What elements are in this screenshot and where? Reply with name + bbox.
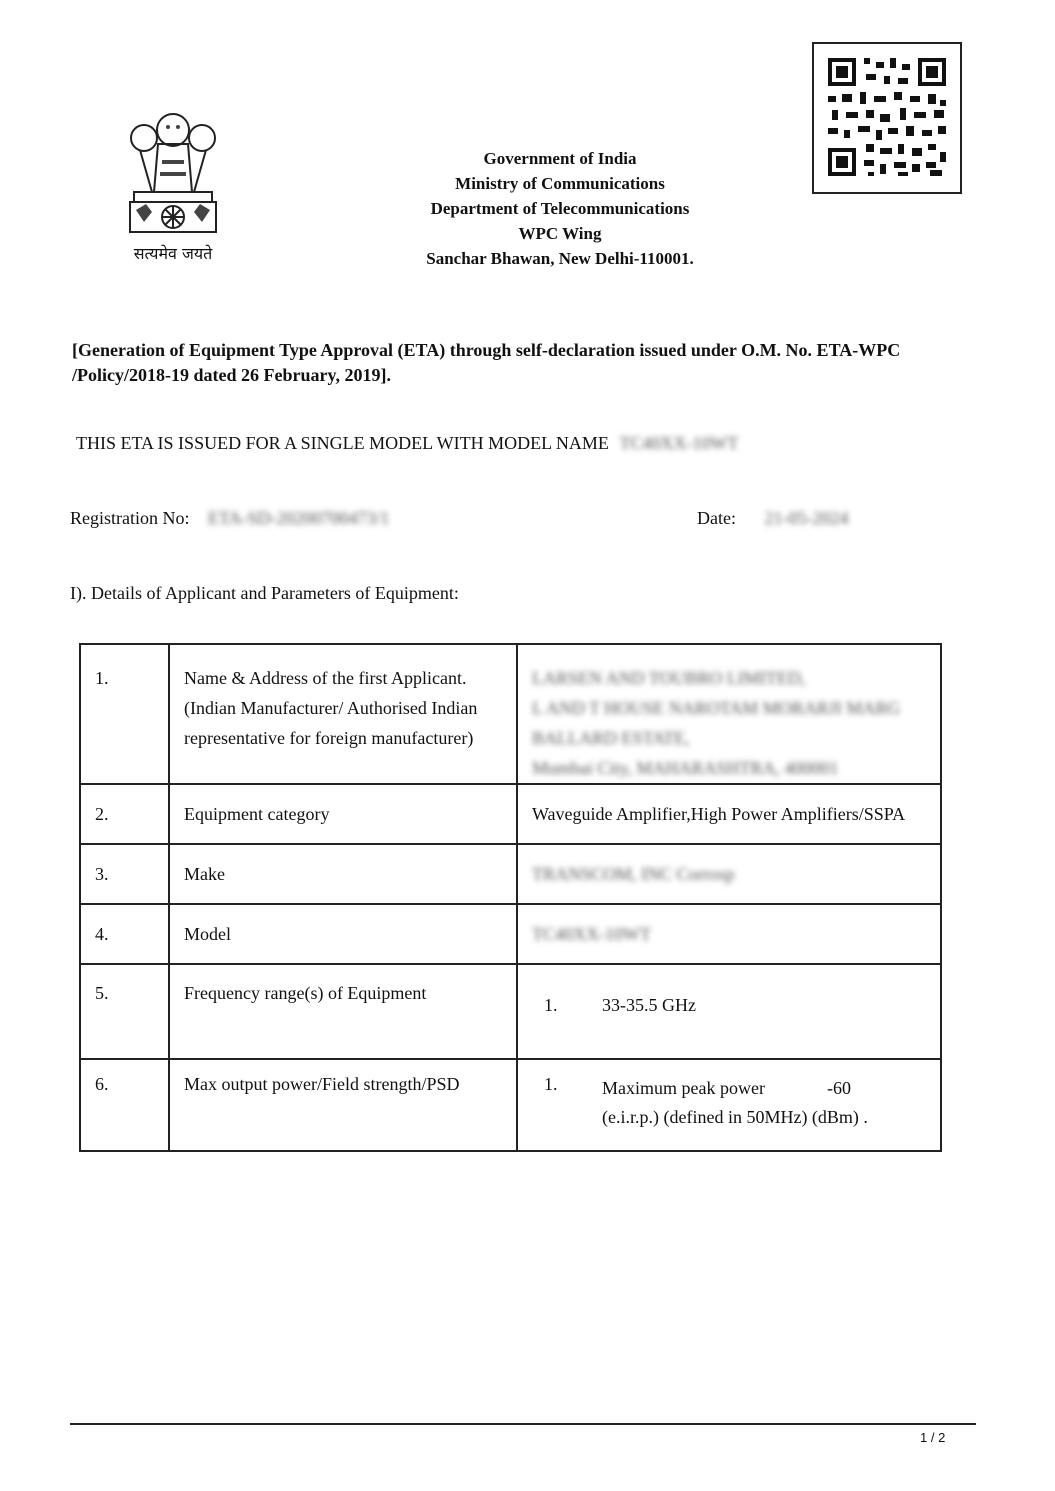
single-model-text: THIS ETA IS ISSUED FOR A SINGLE MODEL WITH MODEL NAME: [76, 433, 609, 453]
single-model-statement: [76, 433, 738, 454]
row-label-line: representative for foreign manufacturer): [184, 728, 474, 748]
power-value: -60: [826, 1078, 851, 1098]
lion-capital-icon: [118, 100, 228, 240]
registration-value-redacted: ETA-SD-20200700473/1: [208, 508, 390, 528]
table-row: [80, 784, 941, 844]
row-value: [517, 644, 941, 784]
row-value: [517, 844, 941, 904]
applicant-city-redacted: Mumbai City, MAHARASHTRA, 400001: [532, 758, 839, 778]
row-number: 3.: [80, 844, 169, 904]
header-address: Sanchar Bhawan, New Delhi-110001.: [426, 249, 694, 268]
row-number: 5.: [80, 964, 169, 1059]
make-value-redacted: TRANSCOM, INC Corrosp: [532, 863, 735, 884]
date-value-redacted: 21-05-2024: [764, 508, 849, 528]
reference-statement: [Generation of Equipment Type Approval (ETA) through self-declaration issued under O.M. No. ETA-WPC /Policy/2018-19 dated 26 February, 2019].: [72, 340, 901, 385]
row-label: Frequency range(s) of Equipment: [169, 964, 517, 1059]
sub-item-number: 1.: [544, 995, 558, 1015]
header-ministry: Ministry of Communications: [455, 174, 665, 193]
header-department: Department of Telecommunications: [430, 199, 690, 218]
row-number: 2.: [80, 784, 169, 844]
table-row: [80, 1059, 941, 1151]
page-number: 1 / 2: [920, 1430, 946, 1445]
section-title: I). Details of Applicant and Parameters of Equipment:: [70, 583, 459, 603]
sub-item-number: 1.: [544, 1074, 558, 1094]
row-label: Make: [169, 844, 517, 904]
power-entry: [532, 1074, 926, 1132]
row-value: [517, 904, 941, 964]
header-government: Government of India: [483, 149, 637, 168]
date-line: [697, 508, 848, 529]
emblem-motto: सत्यमेव जयते: [133, 244, 213, 263]
row-label: [169, 644, 517, 784]
date-label: Date:: [697, 508, 736, 528]
table-row: [80, 964, 941, 1059]
model-name-redacted: TC40XX-10WT: [619, 433, 739, 453]
national-emblem: [118, 100, 228, 270]
qr-code: [812, 42, 962, 194]
header-wing: WPC Wing: [518, 224, 602, 243]
row-value: [517, 964, 941, 1059]
registration-line: [70, 508, 390, 529]
row-number: 1.: [80, 644, 169, 784]
row-number: 6.: [80, 1059, 169, 1151]
applicant-name-redacted: LARSEN AND TOUBRO LIMITED,: [532, 668, 806, 688]
footer-divider: [70, 1423, 976, 1425]
table-row: [80, 844, 941, 904]
row-number: 4.: [80, 904, 169, 964]
row-label: Model: [169, 904, 517, 964]
model-value-redacted: TC40XX-10WT: [532, 923, 651, 944]
table-row: [80, 904, 941, 964]
row-value: Waveguide Amplifier,High Power Amplifiers/SSPA: [517, 784, 941, 844]
registration-label: Registration No:: [70, 508, 190, 528]
details-table: [79, 643, 942, 1152]
row-label-line: (Indian Manufacturer/ Authorised Indian: [184, 698, 478, 718]
frequency-value: 33-35.5 GHz: [602, 995, 696, 1015]
applicant-address-redacted: L AND T HOUSE NAROTAM MORARJI MARG BALLARD ESTATE,: [532, 698, 901, 748]
row-label: Equipment category: [169, 784, 517, 844]
frequency-entry: [532, 983, 926, 1016]
power-unit: (e.i.r.p.) (defined in 50MHz) (dBm) .: [602, 1107, 868, 1127]
issuing-authority-header: [360, 146, 760, 271]
row-value: [517, 1059, 941, 1151]
qr-code-icon: [814, 44, 960, 192]
table-row: [80, 644, 941, 784]
power-label: Maximum peak power: [602, 1078, 765, 1098]
row-label-line: Name & Address of the first Applicant.: [184, 668, 467, 688]
row-label: Max output power/Field strength/PSD: [169, 1059, 517, 1151]
